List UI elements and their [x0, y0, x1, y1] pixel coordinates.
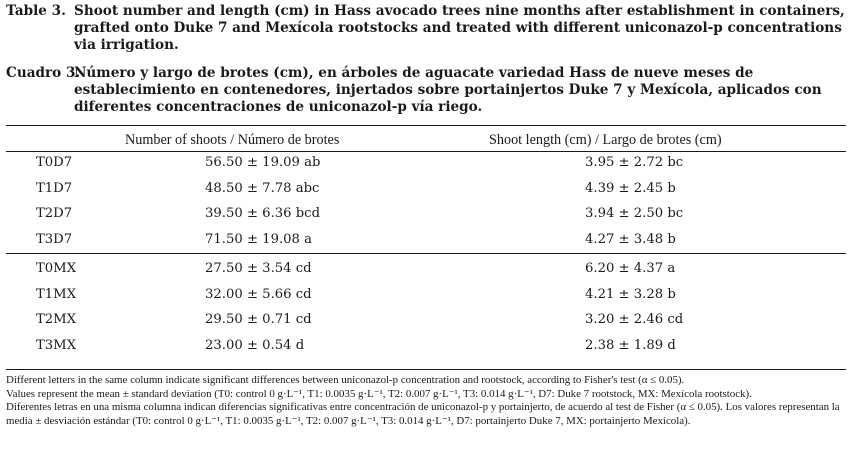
cell-shoot-length: 3.94 ± 2.50 bc: [585, 206, 684, 221]
cell-treatment: T3MX: [36, 337, 77, 353]
cell-shoot-length: 2.38 ± 1.89 d: [585, 337, 676, 353]
cell-shoot-number: 48.50 ± 7.78 abc: [205, 180, 320, 196]
cell-shoot-number: 56.50 ± 19.09 ab: [205, 155, 321, 170]
column-header-shoot-number: Number of shoots / Número de brotes: [125, 132, 340, 148]
cell-shoot-length: 6.20 ± 4.37 a: [585, 261, 676, 276]
cell-treatment: T1D7: [36, 180, 73, 196]
footnote-english-significance: Different letters in the same column indicate significant differences between uniconazol-p concentration and rootstock, according to Fisher's test (α ≤ 0.05).: [6, 374, 685, 386]
cell-treatment: T2D7: [36, 206, 73, 221]
caption-text-spanish: Número y largo de brotes (cm), en árboles de aguacate variedad Hass de nueve meses de establecimiento en contenedores, injertados sobre portainjertos Duke 7 y Mexícola, aplicados con diferentes concentraciones de uniconazol-p vía riego.: [74, 65, 822, 115]
group-separator-rule: [6, 253, 846, 254]
cell-shoot-number: 29.50 ± 0.71 cd: [205, 312, 312, 327]
caption-text-english: Shoot number and length (cm) in Hass avocado trees nine months after establishment in containers, grafted onto Duke 7 and Mexícola rootstocks and treated with different uniconazol-p concentrations via irrigation.: [74, 3, 845, 53]
footnote-english-values: Values represent the mean ± standard deviation (T0: control 0 g·L⁻¹, T1: 0.0035 g·L⁻¹, T2: 0.007 g·L⁻¹, T3: 0.014 g·L⁻¹, D7: Duke 7 rootstock, MX: Mexícola rootstock).: [6, 387, 752, 400]
cell-shoot-length: 4.27 ± 3.48 b: [585, 231, 676, 247]
caption-label-spanish: Cuadro 3.: [6, 65, 81, 81]
footnote-spanish: Diferentes letras en una misma columna indican diferencias significativas entre concentración de uniconazol-p y portainjerto, de acuerdo al test de Fisher (α ≤ 0.05). Los valores representan la media ± desviación estándar (T0: control 0 g·L⁻¹, T1: 0.0035 g·L⁻¹, T2: 0.007 g·L⁻¹, T3: 0.014 g·L⁻¹, D7: portainjerto Duke 7, MX: portainjerto Mexícola).: [6, 401, 840, 427]
cell-shoot-length: 4.21 ± 3.28 b: [585, 286, 676, 302]
cell-treatment: T2MX: [36, 312, 77, 327]
cell-shoot-number: 39.50 ± 6.36 bcd: [205, 206, 321, 221]
table-footnotes: [6, 374, 848, 428]
cell-shoot-number: 32.00 ± 5.66 cd: [205, 286, 312, 302]
table-caption-spanish: [6, 65, 846, 116]
cell-treatment: T3D7: [36, 231, 73, 247]
header-rule: [6, 151, 846, 152]
cell-shoot-length: 4.39 ± 2.45 b: [585, 180, 676, 196]
caption-label-english: Table 3.: [6, 3, 66, 19]
cell-treatment: T0D7: [36, 155, 73, 170]
cell-shoot-length: 3.95 ± 2.72 bc: [585, 155, 684, 170]
cell-shoot-number: 23.00 ± 0.54 d: [205, 337, 305, 353]
table-caption-english: [6, 3, 846, 54]
cell-shoot-length: 3.20 ± 2.46 cd: [585, 312, 684, 327]
cell-treatment: T0MX: [36, 261, 77, 276]
cell-treatment: T1MX: [36, 286, 77, 302]
cell-shoot-number: 71.50 ± 19.08 a: [205, 231, 312, 247]
table-bottom-rule: [6, 369, 846, 370]
table-top-rule: [6, 125, 846, 126]
cell-shoot-number: 27.50 ± 3.54 cd: [205, 261, 312, 276]
column-header-shoot-length: Shoot length (cm) / Largo de brotes (cm): [489, 132, 722, 148]
